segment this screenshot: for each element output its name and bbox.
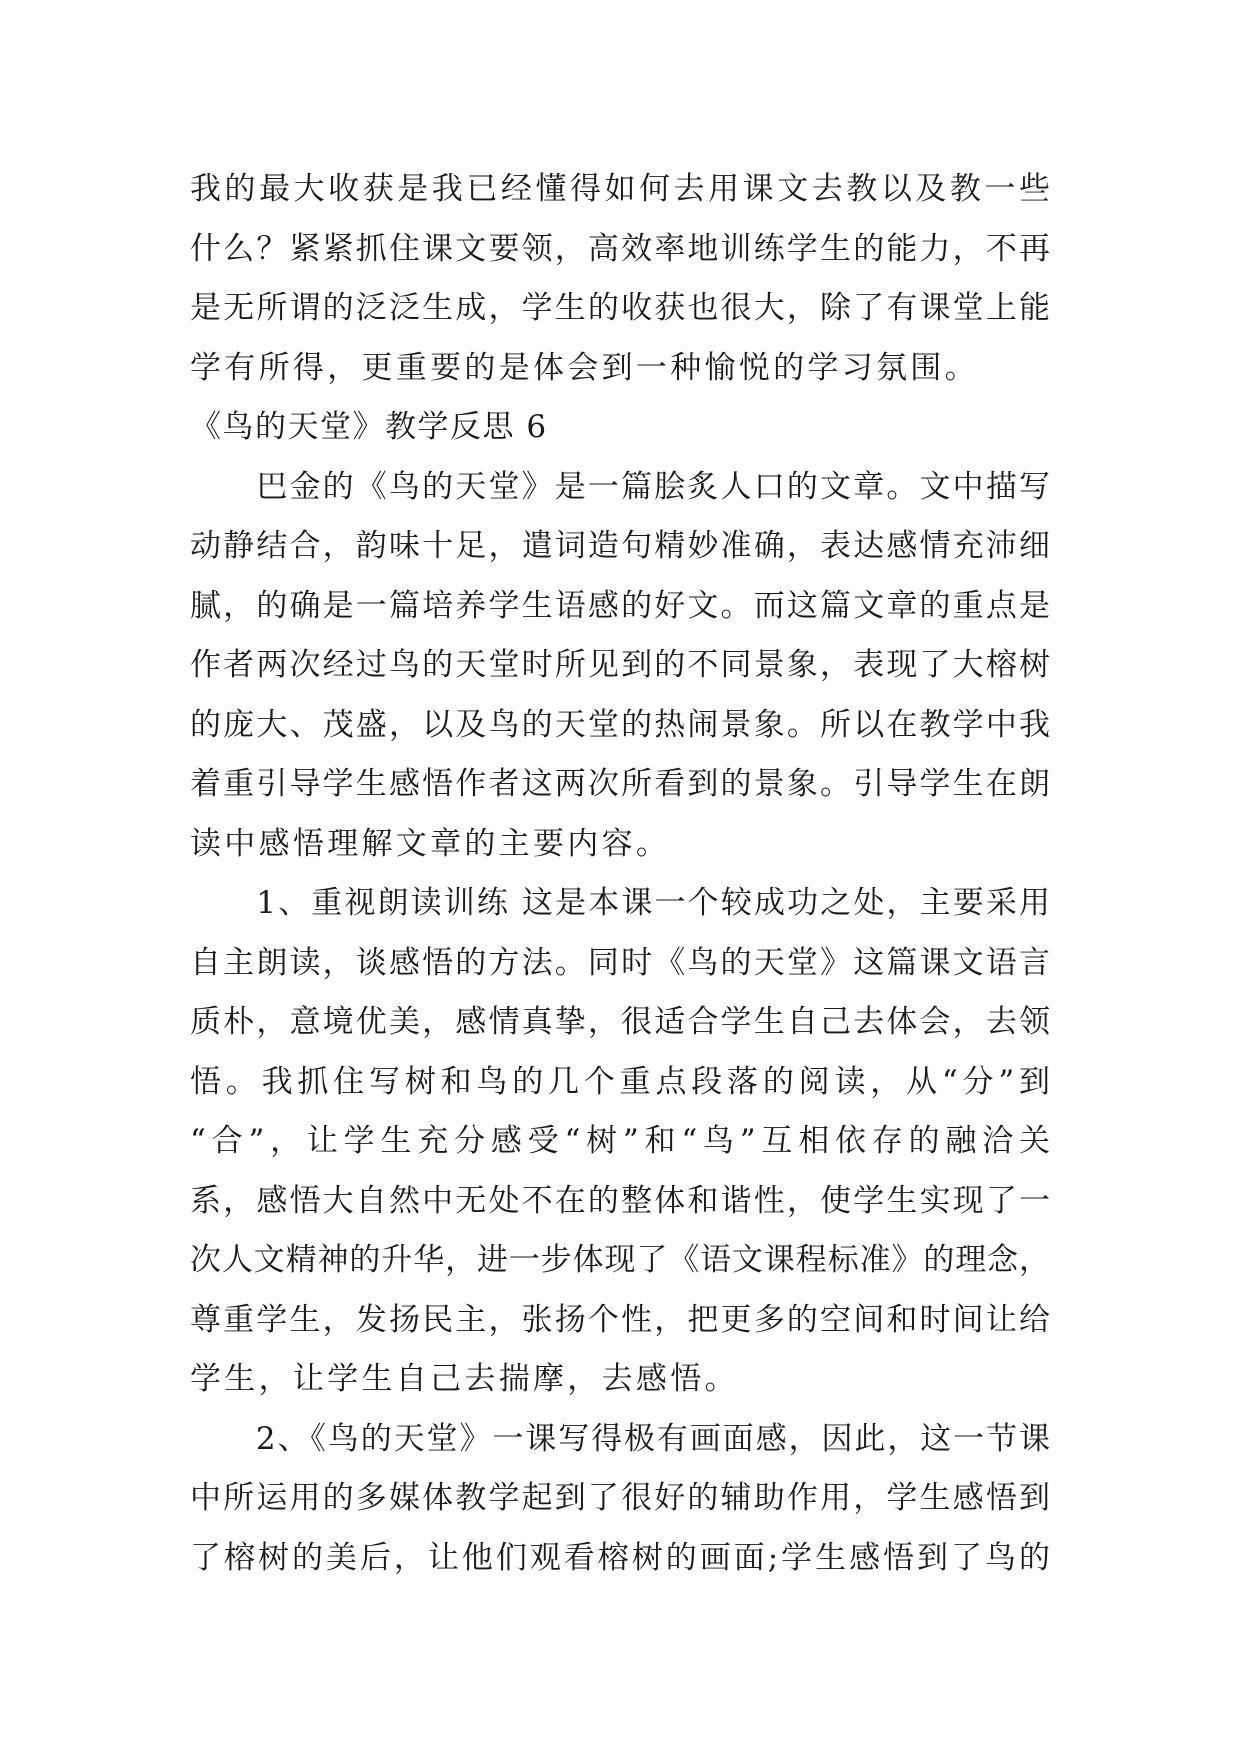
- paragraph-line: 质朴，意境优美，感情真挚，很适合学生自己去体会，去领: [190, 1004, 1050, 1040]
- paragraph-line: “合”，让学生充分感受“树”和“鸟”互相依存的融洽关: [190, 1123, 1050, 1159]
- paragraph-line: 什么？紧紧抓住课文要领，高效率地训练学生的能力，不再: [190, 230, 1050, 267]
- paragraph-line: 2、《鸟的天堂》一课写得极有画面感，因此，这一节课: [190, 1420, 1050, 1457]
- paragraph-line: 的庞大、茂盛，以及鸟的天堂的热闹景象。所以在教学中我: [190, 706, 1050, 743]
- section-heading: 《鸟的天堂》教学反思 6: [190, 409, 548, 445]
- paragraph-line: 学生，让学生自己去揣摩，去感悟。: [190, 1361, 739, 1397]
- paragraph-line: 动静结合，韵味十足，遣词造句精妙准确，表达感情充沛细: [190, 528, 1050, 564]
- paragraph-line: 自主朗读，谈感悟的方法。同时《鸟的天堂》这篇课文语言: [190, 944, 1050, 981]
- paragraph-line: 中所运用的多媒体教学起到了很好的辅助作用，学生感悟到: [190, 1480, 1050, 1516]
- document-body: [190, 160, 1050, 1588]
- paragraph-line: 是无所谓的泛泛生成，学生的收获也很大，除了有课堂上能: [190, 290, 1050, 326]
- paragraph-line: 系，感悟大自然中无处不在的整体和谐性，使学生实现了一: [190, 1182, 1050, 1219]
- paragraph-line: 作者两次经过鸟的天堂时所见到的不同景象，表现了大榕树: [190, 647, 1050, 683]
- paragraph-line: 了榕树的美后，让他们观看榕树的画面;学生感悟到了鸟的: [190, 1539, 1050, 1576]
- paragraph-line: 次人文精神的升华，进一步体现了《语文课程标准》的理念，: [190, 1242, 1050, 1278]
- paragraph-line: 着重引导学生感悟作者这两次所看到的景象。引导学生在朗: [190, 766, 1050, 802]
- paragraph-line: 尊重学生，发扬民主，张扬个性，把更多的空间和时间让给: [190, 1301, 1050, 1338]
- paragraph-line: 悟。我抓住写树和鸟的几个重点段落的阅读，从“分”到: [190, 1063, 1050, 1100]
- paragraph-line: 1、重视朗读训练 这是本课一个较成功之处，主要采用: [190, 885, 1050, 921]
- paragraph-line: 读中感悟理解文章的主要内容。: [190, 825, 671, 862]
- paragraph-line: 巴金的《鸟的天堂》是一篇脍炙人口的文章。文中描写: [190, 468, 1050, 505]
- paragraph-line: 腻，的确是一篇培养学生语感的好文。而这篇文章的重点是: [190, 587, 1050, 624]
- paragraph-line: 学有所得，更重要的是体会到一种愉悦的学习氛围。: [190, 349, 979, 386]
- paragraph-line: 我的最大收获是我已经懂得如何去用课文去教以及教一些: [190, 171, 1050, 207]
